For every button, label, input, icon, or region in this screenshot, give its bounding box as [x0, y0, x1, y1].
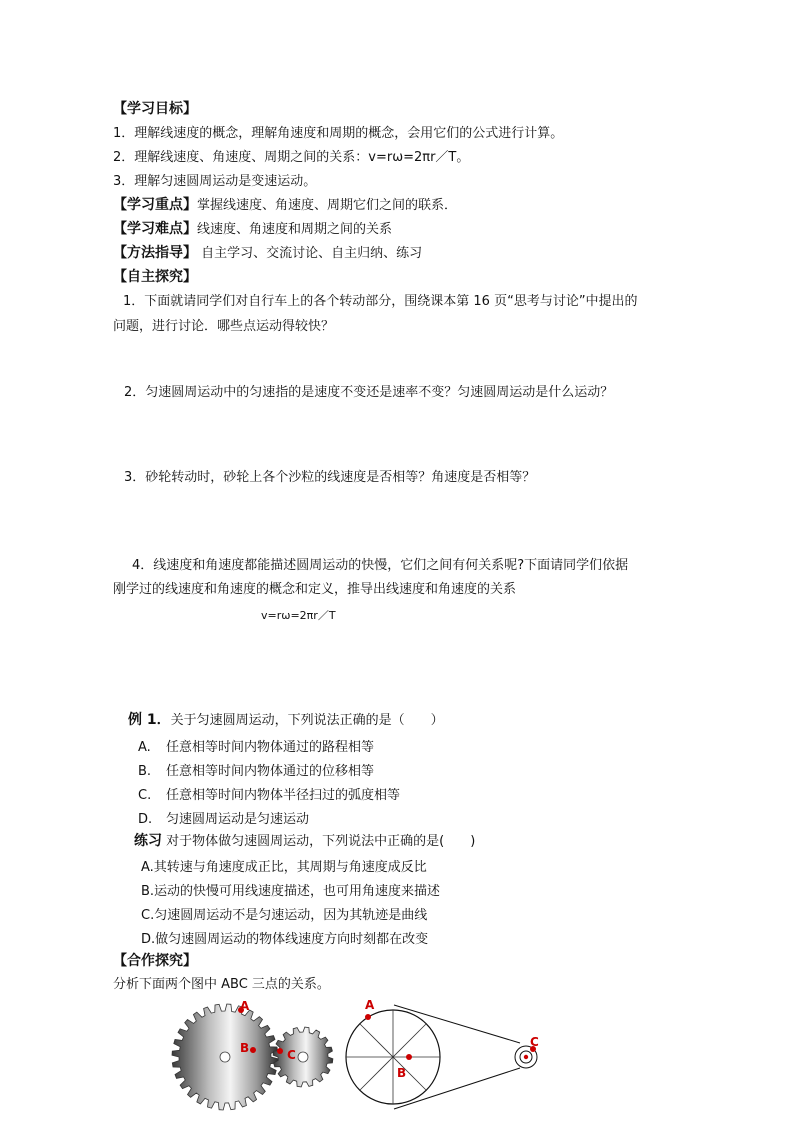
practice-option-c: C.匀速圆周运动不是匀速运动，因为其轨迹是曲线 [141, 908, 428, 923]
question-4-line2: 刚学过的线速度和角速度的概念和定义，推导出线速度和角速度的关系 [113, 582, 517, 597]
example-1-label: 例 1． [128, 712, 171, 728]
belt-point-b [406, 1054, 412, 1060]
practice-option-d: D.做匀速圆周运动的物体线速度方向时刻都在改变 [141, 932, 429, 947]
option-letter: A. [138, 740, 151, 755]
gear-point-c [277, 1048, 283, 1054]
practice-label: 练习 [134, 833, 162, 849]
difficulty-heading: 【学习难点】 [113, 221, 197, 237]
cooperative-intro: 分析下面两个图中 ABC 三点的关系。 [113, 977, 330, 992]
key-point-text: 掌握线速度、角速度、周期它们之间的联系． [197, 198, 458, 213]
objective-item-2: 2．理解线速度、角速度、周期之间的关系：v=rω=2πr／T。 [113, 150, 470, 165]
method-text: 自主学习、交流讨论、自主归纳、练习 [201, 246, 423, 261]
difficulty [113, 220, 392, 239]
small-gear-hub [298, 1052, 308, 1062]
question-2: 2．匀速圆周运动中的匀速指的是速度不变还是速率不变？匀速圆周运动是什么运动？ [124, 385, 614, 400]
objectives-heading: 【学习目标】 [113, 101, 197, 117]
practice-option-a: A.其转速与角速度成正比，其周期与角速度成反比 [141, 860, 427, 875]
example-1 [128, 711, 444, 730]
pulley-spokes [346, 1010, 440, 1104]
belt-label-b: B [397, 1066, 407, 1080]
self-explore-heading: 【自主探究】 [113, 269, 197, 285]
gear-diagram [172, 999, 333, 1110]
key-point [113, 196, 457, 215]
figures [160, 995, 560, 1120]
option-text: 任意相等时间内物体通过的路程相等 [166, 740, 375, 755]
large-gear-hub [220, 1052, 230, 1062]
question-1-line1: 1．下面就请同学们对自行车上的各个转动部分，围绕课本第 16 页“思考与讨论”中提出的 [123, 294, 638, 309]
belt-label-c: C [530, 1035, 539, 1049]
gear-label-c: C [287, 1048, 296, 1062]
gear-point-b [250, 1047, 256, 1053]
method-heading: 【方法指导】 [113, 245, 197, 261]
option-text: 匀速圆周运动是匀速运动 [166, 812, 310, 827]
example-1-option-b [138, 760, 374, 779]
difficulty-text: 线速度、角速度和周期之间的关系 [197, 222, 393, 237]
small-pulley-center [524, 1055, 528, 1059]
practice-option-b: B.运动的快慢可用线速度描述，也可用角速度来描述 [141, 884, 441, 899]
option-text: 任意相等时间内物体通过的位移相等 [166, 764, 375, 779]
option-letter: D. [138, 812, 153, 827]
relation-formula: v=rω=2πr／T [261, 609, 336, 622]
option-text: 任意相等时间内物体半径扫过的弧度相等 [166, 788, 401, 803]
example-1-option-a [138, 736, 374, 755]
option-letter: B. [138, 764, 152, 779]
key-point-heading: 【学习重点】 [113, 197, 197, 213]
belt-label-a: A [365, 998, 375, 1012]
cooperative-heading: 【合作探究】 [113, 953, 197, 969]
method [113, 244, 422, 263]
example-1-option-d [138, 808, 309, 827]
gear-label-a: A [240, 999, 250, 1013]
belt-point-a [365, 1014, 371, 1020]
gear-label-b: B [240, 1041, 250, 1055]
practice-stem: 对于物体做匀速圆周运动，下列说法中正确的是( ) [166, 834, 476, 849]
objective-item-1: 1．理解线速度的概念，理解角速度和周期的概念，会用它们的公式进行计算。 [113, 126, 564, 141]
example-1-option-c [138, 784, 400, 803]
question-4-line1: 4．线速度和角速度都能描述圆周运动的快慢，它们之间有何关系呢?下面请同学们依据 [132, 558, 629, 573]
objective-item-3: 3．理解匀速圆周运动是变速运动。 [113, 174, 317, 189]
belt-diagram [346, 998, 539, 1109]
option-letter: C. [138, 788, 152, 803]
example-1-stem: 关于匀速圆周运动，下列说法正确的是（ ） [170, 713, 444, 728]
practice [134, 832, 475, 851]
question-1-line2: 问题，进行讨论．哪些点运动得较快？ [113, 319, 335, 334]
question-3: 3．砂轮转动时，砂轮上各个沙粒的线速度是否相等？角速度是否相等？ [124, 470, 536, 485]
